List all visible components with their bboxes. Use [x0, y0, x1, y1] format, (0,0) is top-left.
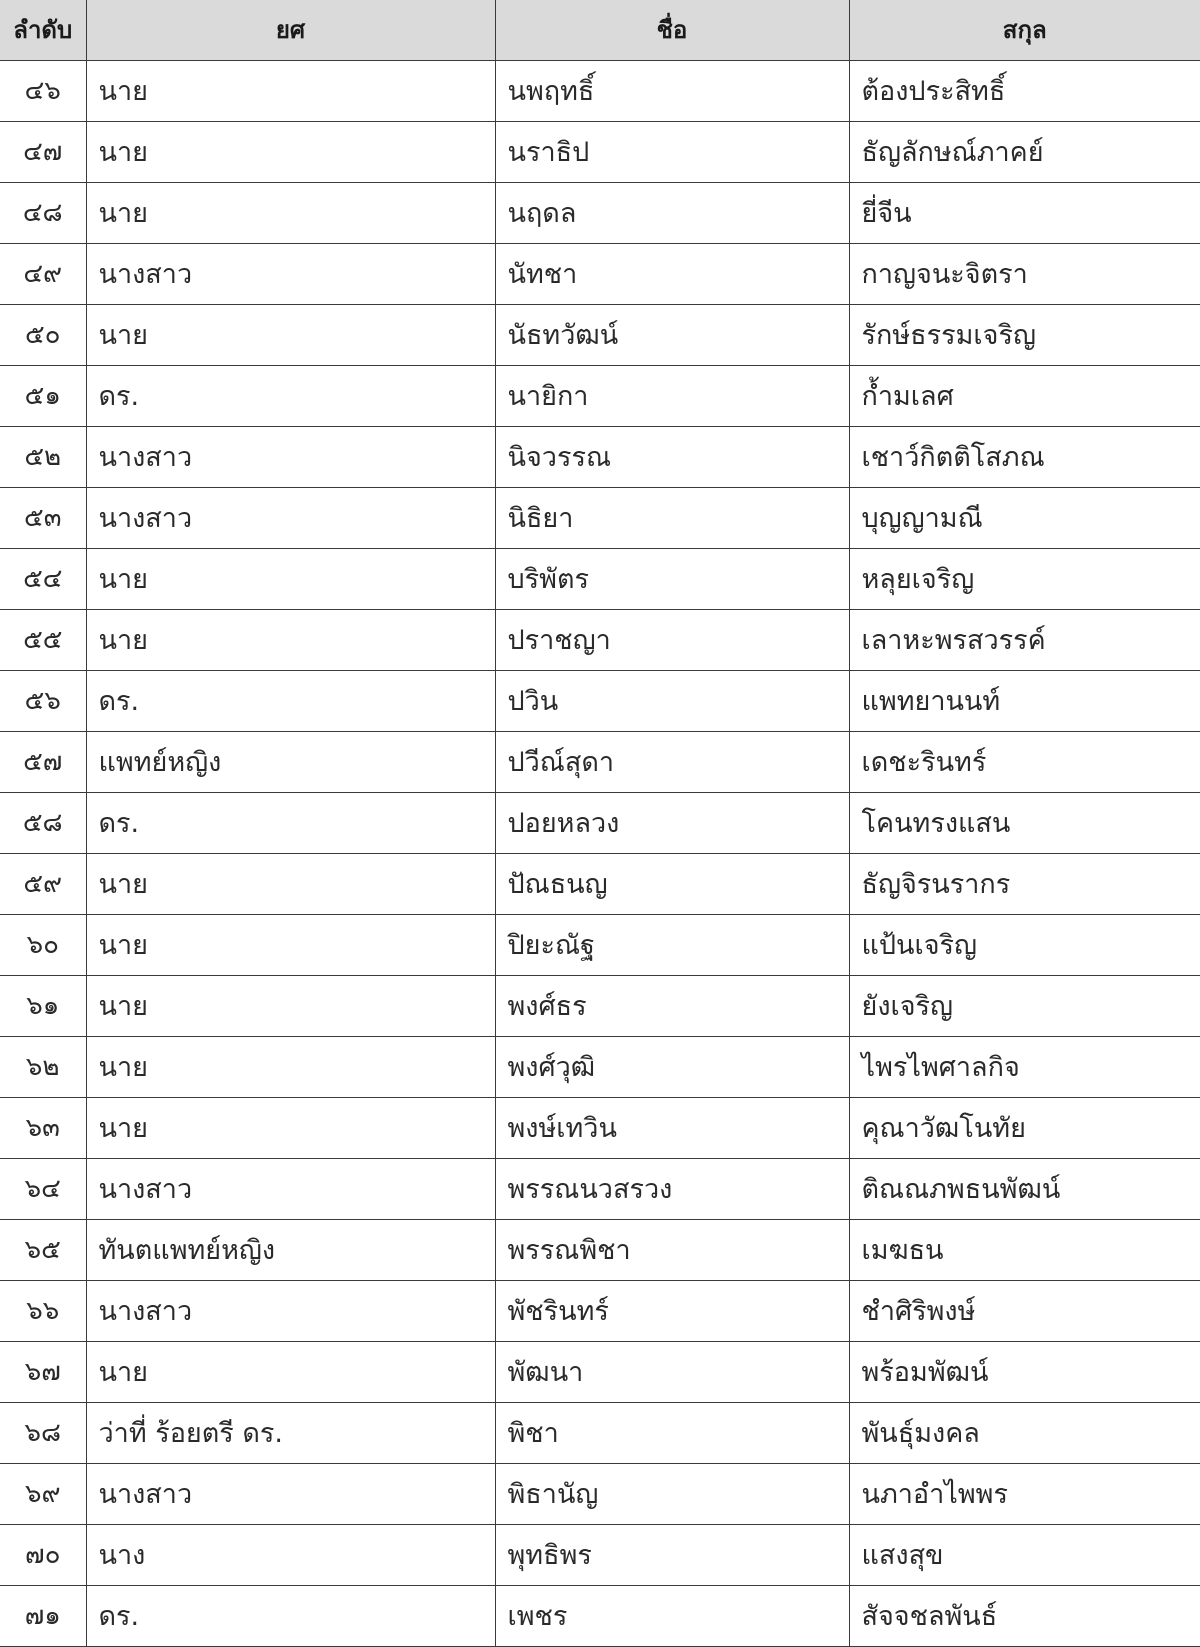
table-row	[0, 670, 1200, 731]
cell-title: นาย	[86, 1341, 495, 1402]
cell-first-name: บริพัตร	[495, 548, 849, 609]
table-header	[0, 0, 1200, 60]
cell-title: นางสาว	[86, 426, 495, 487]
cell-first-name: พรรณพิชา	[495, 1219, 849, 1280]
cell-no: ๕๘	[0, 792, 86, 853]
cell-last-name: เชาว์กิตติโสภณ	[849, 426, 1200, 487]
table-row	[0, 975, 1200, 1036]
cell-title: นางสาว	[86, 1158, 495, 1219]
cell-no: ๕๗	[0, 731, 86, 792]
cell-first-name: ปัณธนญ	[495, 853, 849, 914]
cell-title: นาย	[86, 914, 495, 975]
cell-first-name: พิชา	[495, 1402, 849, 1463]
table-row	[0, 1402, 1200, 1463]
cell-first-name: นายิกา	[495, 365, 849, 426]
cell-first-name: พัชรินทร์	[495, 1280, 849, 1341]
cell-title: นาย	[86, 548, 495, 609]
table-row	[0, 365, 1200, 426]
cell-title: ทันตแพทย์หญิง	[86, 1219, 495, 1280]
table-row	[0, 1280, 1200, 1341]
cell-title: นาย	[86, 60, 495, 121]
cell-last-name: แสงสุข	[849, 1524, 1200, 1585]
cell-first-name: ปวีณ์สุดา	[495, 731, 849, 792]
cell-no: ๗๐	[0, 1524, 86, 1585]
cell-first-name: พงศ์ธร	[495, 975, 849, 1036]
cell-first-name: นัธทวัฒน์	[495, 304, 849, 365]
table-row	[0, 487, 1200, 548]
table-row	[0, 1524, 1200, 1585]
cell-no: ๕๐	[0, 304, 86, 365]
cell-no: ๔๖	[0, 60, 86, 121]
cell-no: ๔๙	[0, 243, 86, 304]
cell-last-name: คุณาวัฒโนทัย	[849, 1097, 1200, 1158]
cell-title: นาย	[86, 182, 495, 243]
cell-first-name: พิธานัญ	[495, 1463, 849, 1524]
cell-last-name: เลาหะพรสวรรค์	[849, 609, 1200, 670]
table-row	[0, 853, 1200, 914]
cell-last-name: ติณณภพธนพัฒน์	[849, 1158, 1200, 1219]
table-row	[0, 182, 1200, 243]
cell-first-name: ปิยะณัฐ	[495, 914, 849, 975]
cell-title: นาย	[86, 1097, 495, 1158]
table-row	[0, 1097, 1200, 1158]
cell-title: นาย	[86, 304, 495, 365]
cell-no: ๔๗	[0, 121, 86, 182]
table-row	[0, 426, 1200, 487]
cell-title: นางสาว	[86, 243, 495, 304]
table-row	[0, 60, 1200, 121]
cell-first-name: เพชร	[495, 1585, 849, 1646]
cell-title: นาย	[86, 853, 495, 914]
cell-last-name: ธัญจิรนรากร	[849, 853, 1200, 914]
cell-last-name: ไพรไพศาลกิจ	[849, 1036, 1200, 1097]
table-row	[0, 243, 1200, 304]
cell-first-name: นพฤทธิ์	[495, 60, 849, 121]
cell-title: ว่าที่ ร้อยตรี ดร.	[86, 1402, 495, 1463]
cell-no: ๖๐	[0, 914, 86, 975]
cell-first-name: นราธิป	[495, 121, 849, 182]
cell-title: นาง	[86, 1524, 495, 1585]
cell-first-name: พรรณนวสรวง	[495, 1158, 849, 1219]
cell-title: ดร.	[86, 365, 495, 426]
cell-title: นางสาว	[86, 1463, 495, 1524]
table-row	[0, 1158, 1200, 1219]
cell-first-name: พัฒนา	[495, 1341, 849, 1402]
cell-title: นาย	[86, 1036, 495, 1097]
cell-no: ๔๘	[0, 182, 86, 243]
table-row	[0, 609, 1200, 670]
table-row	[0, 1036, 1200, 1097]
cell-no: ๕๔	[0, 548, 86, 609]
cell-first-name: ปอยหลวง	[495, 792, 849, 853]
cell-title: นาย	[86, 609, 495, 670]
table-row	[0, 1463, 1200, 1524]
header-title: ยศ	[86, 0, 495, 60]
cell-last-name: รักษ์ธรรมเจริญ	[849, 304, 1200, 365]
cell-title: ดร.	[86, 670, 495, 731]
cell-last-name: ก้ำมเลศ	[849, 365, 1200, 426]
cell-no: ๖๙	[0, 1463, 86, 1524]
cell-no: ๖๓	[0, 1097, 86, 1158]
cell-no: ๖๗	[0, 1341, 86, 1402]
table-row	[0, 731, 1200, 792]
cell-last-name: ธัญลักษณ์ภาคย์	[849, 121, 1200, 182]
cell-title: นาย	[86, 975, 495, 1036]
cell-last-name: สัจจชลพันธ์	[849, 1585, 1200, 1646]
table-row	[0, 1585, 1200, 1646]
cell-no: ๖๔	[0, 1158, 86, 1219]
table-row	[0, 1341, 1200, 1402]
cell-last-name: ยี่จีน	[849, 182, 1200, 243]
cell-last-name: นภาอำไพพร	[849, 1463, 1200, 1524]
cell-last-name: หลุยเจริญ	[849, 548, 1200, 609]
cell-no: ๕๕	[0, 609, 86, 670]
cell-first-name: นิธิยา	[495, 487, 849, 548]
cell-no: ๖๒	[0, 1036, 86, 1097]
table-row	[0, 1219, 1200, 1280]
cell-first-name: นิจวรรณ	[495, 426, 849, 487]
cell-title: นางสาว	[86, 1280, 495, 1341]
cell-first-name: พงษ์เทวิน	[495, 1097, 849, 1158]
header-last-name: สกุล	[849, 0, 1200, 60]
cell-no: ๗๑	[0, 1585, 86, 1646]
cell-last-name: เมฆธน	[849, 1219, 1200, 1280]
cell-title: นาย	[86, 121, 495, 182]
cell-last-name: ยังเจริญ	[849, 975, 1200, 1036]
cell-last-name: แป้นเจริญ	[849, 914, 1200, 975]
cell-title: ดร.	[86, 792, 495, 853]
cell-first-name: ปราชญา	[495, 609, 849, 670]
header-row	[0, 0, 1200, 60]
cell-no: ๖๖	[0, 1280, 86, 1341]
cell-title: แพทย์หญิง	[86, 731, 495, 792]
table-row	[0, 304, 1200, 365]
cell-last-name: พร้อมพัฒน์	[849, 1341, 1200, 1402]
cell-last-name: ชำศิริพงษ์	[849, 1280, 1200, 1341]
cell-last-name: กาญจนะจิตรา	[849, 243, 1200, 304]
table-row	[0, 121, 1200, 182]
table-row	[0, 914, 1200, 975]
cell-last-name: ต้องประสิทธิ์	[849, 60, 1200, 121]
cell-no: ๖๕	[0, 1219, 86, 1280]
cell-no: ๕๒	[0, 426, 86, 487]
cell-no: ๕๙	[0, 853, 86, 914]
cell-first-name: นฤดล	[495, 182, 849, 243]
cell-last-name: แพทยานนท์	[849, 670, 1200, 731]
header-no: ลำดับ	[0, 0, 86, 60]
cell-last-name: พันธุ์มงคล	[849, 1402, 1200, 1463]
table-row	[0, 792, 1200, 853]
cell-last-name: เดชะรินทร์	[849, 731, 1200, 792]
table-row	[0, 548, 1200, 609]
cell-title: นางสาว	[86, 487, 495, 548]
cell-last-name: โคนทรงแสน	[849, 792, 1200, 853]
cell-no: ๕๖	[0, 670, 86, 731]
cell-first-name: พงศ์วุฒิ	[495, 1036, 849, 1097]
header-first-name: ชื่อ	[495, 0, 849, 60]
cell-title: ดร.	[86, 1585, 495, 1646]
cell-first-name: ปวิน	[495, 670, 849, 731]
cell-no: ๕๓	[0, 487, 86, 548]
cell-first-name: นัทชา	[495, 243, 849, 304]
cell-no: ๖๘	[0, 1402, 86, 1463]
cell-no: ๕๑	[0, 365, 86, 426]
cell-first-name: พุทธิพร	[495, 1524, 849, 1585]
cell-last-name: บุญญามณี	[849, 487, 1200, 548]
cell-no: ๖๑	[0, 975, 86, 1036]
table-body	[0, 60, 1200, 1646]
